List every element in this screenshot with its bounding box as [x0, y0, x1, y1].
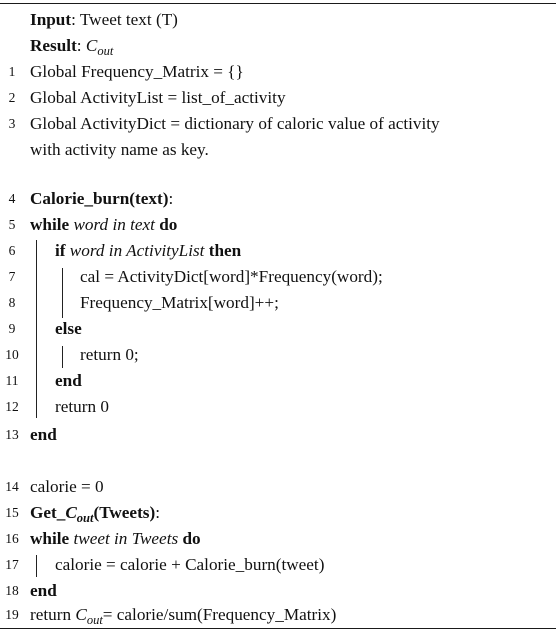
line-number: 1 [8, 64, 16, 79]
input-line [30, 9, 178, 31]
return-line: return $C_{out}=$ calorie/sum(Frequency_Matrix) [30, 605, 337, 627]
top-rule [0, 3, 556, 4]
line-number: 11 [5, 373, 19, 388]
code-line: calorie = calorie + Calorie_burn(tweet) [55, 555, 325, 574]
line-number: 6 [8, 243, 16, 258]
line-number: 19 [5, 607, 19, 622]
line-number: 2 [8, 90, 16, 105]
end-keyword: end [30, 581, 57, 600]
code-line: return 0 [55, 397, 109, 416]
line-number: 12 [5, 399, 19, 414]
line-number: 18 [5, 583, 19, 598]
line-number: 9 [8, 321, 16, 336]
function-header: Calorie_burn(text): [30, 189, 174, 208]
input-label: Input [30, 10, 72, 29]
line-number: 10 [5, 347, 19, 362]
code-line: Global ActivityList = list_of_activity [30, 88, 286, 107]
while-line: while tweet in Tweets do [30, 529, 201, 548]
result-line: Result: $C_{out}$ [30, 36, 114, 58]
if-line: if word in ActivityList then [55, 241, 242, 260]
end-keyword: end [55, 371, 82, 390]
while-block-bar [36, 240, 37, 418]
line-number: 17 [5, 557, 19, 572]
line-number: 14 [5, 479, 19, 494]
input-value: : Tweet text (T) [71, 10, 178, 29]
result-var: C [85, 36, 98, 55]
code-line: Frequency_Matrix[word]++; [80, 293, 279, 312]
code-line: cal = ActivityDict[word]*Frequency(word); [80, 267, 383, 286]
line-number: 7 [8, 269, 16, 284]
line-number: 8 [8, 295, 16, 310]
line-number: 16 [5, 531, 19, 546]
if-block-bar [62, 268, 63, 318]
code-line: Global Frequency_Matrix = {} [30, 62, 244, 81]
code-line: Global ActivityDict = dictionary of caloric value of activity [30, 114, 440, 133]
line-number: 13 [5, 427, 19, 442]
bottom-rule [0, 628, 556, 629]
line-number: 3 [8, 116, 16, 131]
code-line: return 0; [80, 345, 139, 364]
function-header: $Get\_C_{out}(Tweets)$: [30, 503, 160, 525]
end-keyword: end [30, 425, 57, 444]
while-line: while word in text do [30, 215, 178, 234]
line-number: 4 [8, 191, 16, 206]
line-number: 5 [8, 217, 16, 232]
code-line-continuation: with activity name as key. [30, 140, 209, 159]
while-block-bar [36, 555, 37, 577]
else-keyword: else [55, 319, 82, 338]
result-label: Result [30, 36, 77, 55]
code-line: calorie = 0 [30, 477, 104, 496]
else-block-bar [62, 346, 63, 368]
line-number: 15 [5, 505, 19, 520]
